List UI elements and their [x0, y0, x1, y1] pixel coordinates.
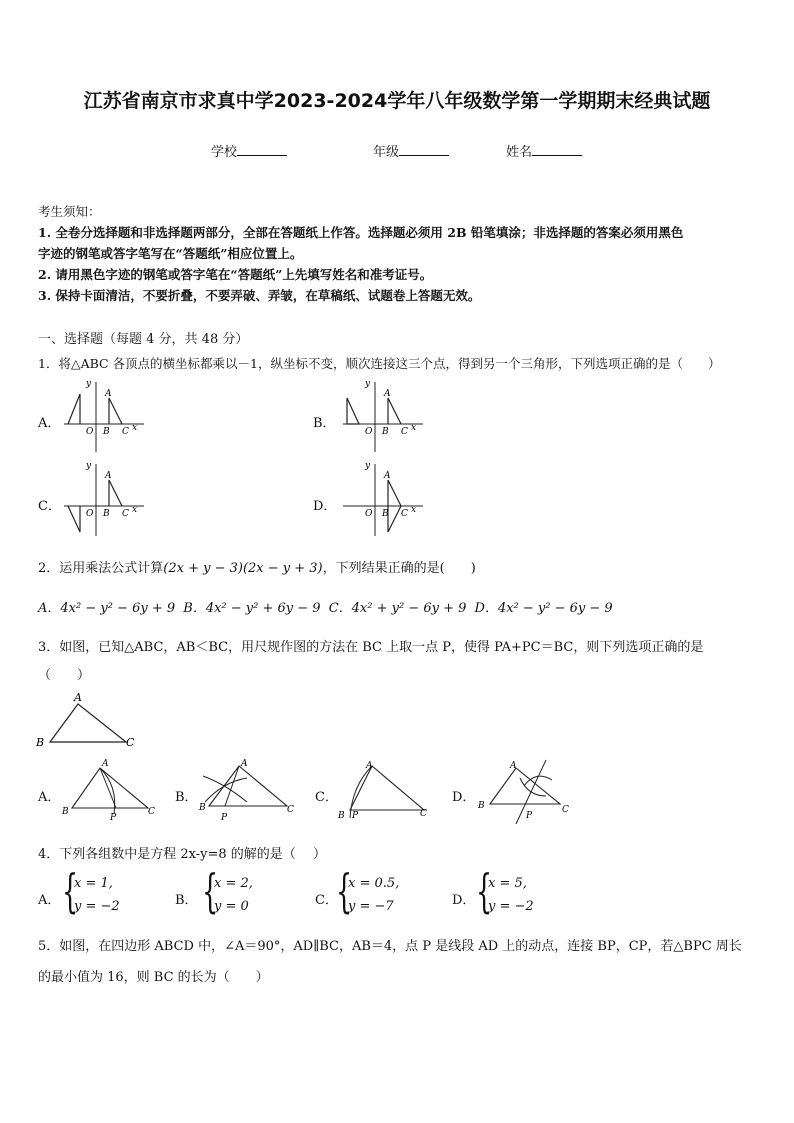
svg-text:C: C: [401, 427, 408, 437]
svg-text:x: x: [132, 505, 138, 515]
exam-title: 江苏省南京市求真中学2023-2024学年八年级数学第一学期期末经典试题: [83, 90, 711, 112]
svg-text:B: B: [382, 509, 389, 519]
brace-icon: {: [336, 864, 353, 918]
svg-text:C: C: [148, 807, 155, 817]
school-field[interactable]: [211, 141, 287, 160]
question-2-text: 2．运用乘法公式计算(2x + y − 3)(2x − y + 3)，下列结果正确的是( ): [38, 561, 476, 576]
q4-system-c: x = 0.5, y = −7: [348, 876, 400, 914]
svg-text:B: B: [338, 811, 345, 821]
q3-option-d[interactable]: D．: [452, 790, 476, 805]
q4-option-a[interactable]: A．: [38, 893, 61, 908]
svg-text:O: O: [86, 509, 94, 519]
svg-text:A: A: [384, 471, 391, 481]
svg-text:y: y: [365, 461, 371, 471]
svg-text:B: B: [36, 736, 45, 749]
q1-option-d[interactable]: D．: [313, 499, 337, 514]
svg-text:A: A: [102, 759, 109, 769]
q3-option-a[interactable]: A．: [38, 790, 61, 805]
svg-text:O: O: [365, 427, 373, 437]
q1-graph-c: [60, 460, 146, 540]
q1-option-b[interactable]: B．: [313, 416, 336, 431]
svg-text:O: O: [365, 509, 373, 519]
svg-text:y: y: [86, 379, 92, 389]
svg-text:A: A: [105, 389, 112, 399]
q4-system-a: x = 1, y = −2: [74, 876, 120, 914]
svg-text:B: B: [199, 803, 206, 813]
question-1-text: 1．将△ABC 各顶点的横坐标都乘以－1，纵坐标不变，顺次连接这三个点，得到另一个三角形，下列选项正确的是（ ）: [38, 356, 721, 371]
question-4-text: 4．下列各组数中是方程 2x-y=8 的解的是（ ）: [38, 847, 326, 862]
svg-text:C: C: [401, 509, 408, 519]
q1-graph-a: [60, 378, 146, 456]
q3-option-b[interactable]: B．: [175, 790, 198, 805]
q3-paren: （ ）: [38, 668, 91, 683]
q4-option-b[interactable]: B．: [175, 893, 198, 908]
question-5-line-2: 的最小值为 16，则 BC 的长为（ ）: [38, 970, 269, 985]
q2-expression: (2x + y − 3)(2x − y + 3): [163, 561, 323, 576]
q3-figure-d: [476, 756, 581, 828]
svg-text:C: C: [126, 736, 135, 749]
q4-system-d: x = 5, y = −2: [488, 876, 534, 914]
svg-text:y: y: [86, 461, 92, 471]
svg-text:x: x: [132, 423, 138, 433]
svg-text:C: C: [562, 805, 569, 815]
notice-heading: 考生须知：: [38, 204, 101, 219]
svg-text:C: C: [420, 809, 427, 819]
notice-item: 3. 保持卡面清洁，不要折叠，不要弄破、弄皱，在草稿纸、试题卷上答题无效。: [38, 288, 481, 303]
svg-text:A: A: [241, 759, 248, 769]
q2-options: [38, 597, 758, 616]
notice-item: 字迹的钢笔或答字笔写在“答题纸”相应位置上。: [38, 246, 303, 261]
q3-figure-a: [60, 756, 160, 824]
svg-text:A: A: [105, 471, 112, 481]
q2-option-c[interactable]: C．4x² + y² − 6y + 9: [328, 601, 467, 616]
q1-graph-b: [339, 378, 425, 456]
svg-text:x: x: [411, 423, 417, 433]
notice-item: 1. 全卷分选择题和非选择题两部分，全部在答题纸上作答。选择题必须用 2B 铅笔填涂；非选择题的答案必须用黑色: [38, 225, 684, 240]
notice-block: [38, 201, 758, 306]
svg-text:C: C: [122, 509, 129, 519]
svg-text:C: C: [122, 427, 129, 437]
brace-icon: {: [202, 864, 219, 918]
q3-figure-b: [195, 756, 300, 824]
notice-item: 2. 请用黑色字迹的钢笔或答字笔在“答题纸”上先填写姓名和准考证号。: [38, 267, 433, 282]
question-3-text: 3．如图，已知△ABC，AB＜BC，用尺规作图的方法在 BC 上取一点 P，使得 PA+PC＝BC，则下列选项正确的是: [38, 640, 704, 655]
section-heading: 一、选择题（每题 4 分，共 48 分）: [38, 332, 249, 347]
name-field[interactable]: [506, 141, 582, 160]
svg-text:B: B: [382, 427, 389, 437]
q1-option-c[interactable]: C．: [38, 499, 61, 514]
grade-field[interactable]: [373, 141, 449, 160]
q4-option-c[interactable]: C．: [315, 893, 338, 908]
svg-text:B: B: [478, 801, 485, 811]
q2-option-b[interactable]: B．4x² − y² + 6y − 9: [183, 601, 321, 616]
school-label: 学校: [211, 145, 238, 160]
q2-option-a[interactable]: A．4x² − y² − 6y + 9: [38, 601, 176, 616]
svg-text:A: A: [384, 389, 391, 399]
svg-text:P: P: [526, 811, 533, 821]
q1-graph-d: [339, 460, 425, 540]
question-5-line-1: 5．如图，在四边形 ABCD 中，∠A＝90°，AD∥BC，AB＝4，点 P 是线段 AD 上的动点，连接 BP，CP，若△BPC 周长: [38, 939, 742, 954]
svg-text:O: O: [86, 427, 94, 437]
svg-text:x: x: [411, 505, 417, 515]
name-label: 姓名: [506, 145, 533, 160]
svg-text:P: P: [221, 813, 228, 823]
svg-text:P: P: [110, 813, 117, 823]
svg-text:B: B: [62, 807, 69, 817]
q3-main-triangle: [34, 690, 144, 750]
svg-text:A: A: [74, 691, 82, 704]
svg-text:A: A: [366, 761, 373, 771]
grade-label: 年级: [373, 145, 400, 160]
q3-figure-c: [336, 756, 436, 824]
q3-option-c[interactable]: C．: [315, 790, 338, 805]
svg-text:B: B: [103, 509, 110, 519]
q4-system-b: x = 2, y = 0: [214, 876, 253, 914]
q1-option-a[interactable]: A．: [38, 416, 61, 431]
svg-text:A: A: [510, 761, 517, 771]
svg-text:C: C: [287, 805, 294, 815]
q2-option-d[interactable]: D．4x² − y² − 6y − 9: [474, 601, 613, 616]
svg-text:y: y: [365, 379, 371, 389]
svg-text:P: P: [352, 811, 359, 821]
q4-option-d[interactable]: D．: [452, 893, 476, 908]
svg-text:B: B: [103, 427, 110, 437]
brace-icon: {: [62, 864, 79, 918]
brace-icon: {: [476, 864, 493, 918]
